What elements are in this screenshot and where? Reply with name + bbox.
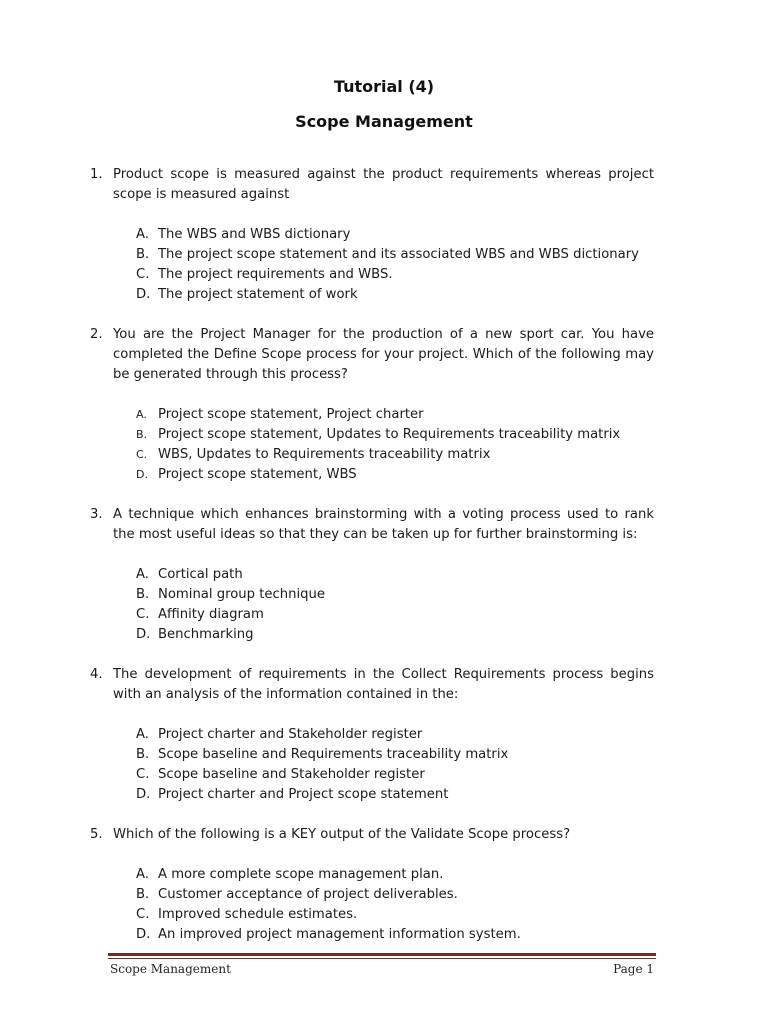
option-item: [0, 585, 768, 605]
question-number: 1.: [90, 167, 103, 182]
option-text: Project scope statement, WBS: [158, 467, 357, 482]
option-item: [0, 725, 768, 745]
footer-page-number: Page 1: [613, 962, 654, 976]
option-item: [0, 765, 768, 785]
option-letter: A.: [136, 227, 149, 242]
option-item: [0, 865, 768, 885]
option-letter: A.: [136, 727, 149, 742]
question-text: Which of the following is a KEY output of the Validate Scope process?: [113, 827, 571, 842]
question-number: 2.: [90, 327, 103, 342]
option-letter: C.: [136, 607, 150, 622]
question-text: The development of requirements in the Collect Requirements process begins with an analysis of the information contained in the:: [113, 667, 654, 702]
option-letter: B.: [136, 428, 148, 441]
question-text: You are the Project Manager for the production of a new sport car. You have completed the Define Scope process for your project. Which of the following may be generated through this process?: [113, 327, 654, 382]
option-text: The WBS and WBS dictionary: [158, 227, 351, 242]
option-item: [0, 225, 768, 245]
question-number: 3.: [90, 507, 103, 522]
option-item: [0, 425, 768, 445]
question-4: [0, 665, 768, 805]
option-text: Scope baseline and Requirements traceability matrix: [158, 747, 509, 762]
option-item: [0, 285, 768, 305]
option-item: [0, 465, 768, 485]
option-text: Project charter and Stakeholder register: [158, 727, 423, 742]
option-letter: C.: [136, 907, 150, 922]
option-text: Cortical path: [158, 567, 243, 582]
option-text: Project charter and Project scope statement: [158, 787, 449, 802]
option-text: Project scope statement, Project charter: [158, 407, 424, 422]
question-text: A technique which enhances brainstorming with a voting process used to rank the most useful ideas so that they can be taken up for further brainstorming is:: [113, 507, 654, 542]
option-text: Scope baseline and Stakeholder register: [158, 767, 425, 782]
option-text: The project requirements and WBS.: [158, 267, 393, 282]
option-letter: B.: [136, 887, 150, 902]
option-letter: D.: [136, 787, 151, 802]
option-text: Improved schedule estimates.: [158, 907, 358, 922]
option-item: [0, 605, 768, 625]
option-item: [0, 625, 768, 645]
option-item: [0, 445, 768, 465]
question-3: [0, 505, 768, 645]
option-letter: C.: [136, 267, 150, 282]
question-number: 5.: [90, 827, 103, 842]
option-text: Customer acceptance of project deliverables.: [158, 887, 458, 902]
question-1: [0, 165, 768, 305]
option-list: [0, 865, 768, 945]
option-item: [0, 405, 768, 425]
option-item: [0, 245, 768, 265]
option-item: [0, 925, 768, 945]
option-letter: B.: [136, 747, 150, 762]
option-list: [0, 725, 768, 805]
option-item: [0, 905, 768, 925]
option-letter: B.: [136, 247, 150, 262]
question-5: [0, 825, 768, 945]
question-2: [0, 325, 768, 485]
option-text: Affinity diagram: [158, 607, 264, 622]
page-title: Tutorial (4): [333, 77, 435, 96]
question-list: [0, 165, 768, 945]
option-item: [0, 785, 768, 805]
option-list: [0, 405, 768, 485]
option-text: WBS, Updates to Requirements traceability matrix: [158, 447, 491, 462]
option-letter: C.: [136, 448, 148, 461]
option-item: [0, 565, 768, 585]
option-text: The project statement of work: [158, 287, 358, 302]
option-text: Project scope statement, Updates to Requirements traceability matrix: [158, 427, 621, 442]
option-text: Benchmarking: [158, 627, 254, 642]
option-text: The project scope statement and its associated WBS and WBS dictionary: [158, 247, 639, 262]
question-number: 4.: [90, 667, 103, 682]
option-letter: A.: [136, 567, 149, 582]
option-list: [0, 225, 768, 305]
option-text: An improved project management information system.: [158, 927, 521, 942]
option-letter: A.: [136, 867, 149, 882]
footer-divider-thin: [108, 958, 656, 959]
footer-section-title: Scope Management: [110, 962, 231, 976]
option-item: [0, 265, 768, 285]
option-text: A more complete scope management plan.: [158, 867, 444, 882]
option-list: [0, 565, 768, 645]
page-subtitle: Scope Management: [295, 112, 473, 131]
option-text: Nominal group technique: [158, 587, 325, 602]
option-letter: B.: [136, 587, 150, 602]
option-letter: D.: [136, 287, 151, 302]
option-item: [0, 745, 768, 765]
option-letter: D.: [136, 927, 151, 942]
option-letter: D.: [136, 627, 151, 642]
option-letter: A.: [136, 408, 147, 421]
question-text: Product scope is measured against the product requirements whereas project scope is measured against: [113, 167, 654, 202]
option-letter: C.: [136, 767, 150, 782]
option-item: [0, 885, 768, 905]
footer-divider-thick: [108, 953, 656, 956]
option-letter: D.: [136, 468, 148, 481]
